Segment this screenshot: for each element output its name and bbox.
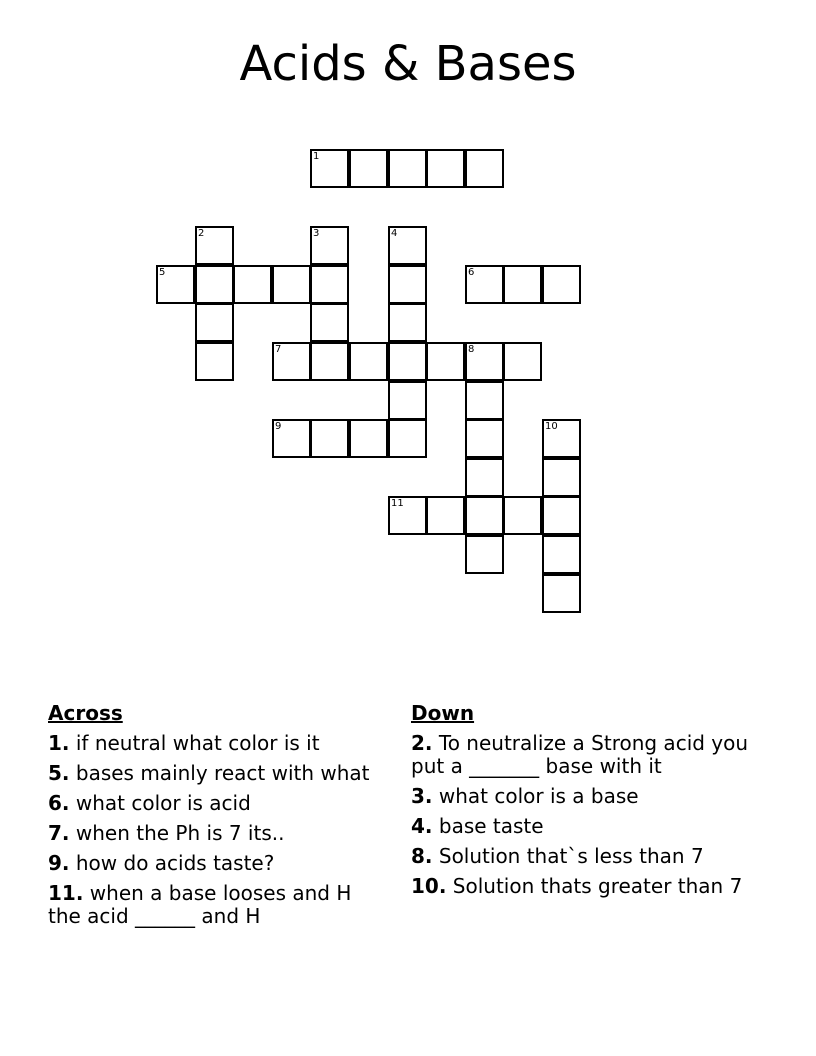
clue-number: 3. (411, 784, 433, 808)
grid-cell[interactable] (310, 419, 349, 458)
grid-cell[interactable] (272, 265, 311, 304)
grid-cell[interactable] (388, 226, 427, 265)
cell-number: 4 (391, 228, 398, 239)
grid-cell[interactable] (388, 149, 427, 188)
grid-cell[interactable] (426, 342, 465, 381)
grid-cell[interactable] (542, 458, 581, 497)
cell-number: 7 (275, 344, 282, 355)
clue-across-7 (48, 822, 378, 845)
clue-number: 10. (411, 874, 447, 898)
grid-cell[interactable] (503, 496, 542, 535)
cell-number: 5 (159, 267, 166, 278)
grid-cell[interactable] (465, 458, 504, 497)
clue-text: To neutralize a Strong acid you put a _______ base with it (411, 731, 749, 778)
grid-cell[interactable] (388, 342, 427, 381)
grid-cell[interactable] (388, 496, 427, 535)
clue-across-1 (48, 732, 378, 755)
clue-number: 5. (48, 761, 70, 785)
grid-cell[interactable] (465, 419, 504, 458)
clue-text: when a base looses and H the acid ______ and H (48, 881, 352, 928)
grid-cell[interactable] (388, 419, 427, 458)
grid-cell[interactable] (542, 535, 581, 574)
clue-text: what color is a base (438, 784, 639, 808)
down-clues (411, 702, 761, 905)
down-heading: Down (411, 701, 475, 725)
clue-text: what color is acid (75, 791, 251, 815)
grid-cell[interactable] (465, 265, 504, 304)
grid-cell[interactable] (310, 303, 349, 342)
clue-number: 4. (411, 814, 433, 838)
clue-text: how do acids taste? (75, 851, 275, 875)
grid-cell[interactable] (388, 265, 427, 304)
grid-cell[interactable] (272, 342, 311, 381)
clue-number: 2. (411, 731, 433, 755)
cell-number: 1 (313, 151, 320, 162)
clue-text: Solution thats greater than 7 (452, 874, 743, 898)
grid-cell[interactable] (503, 342, 542, 381)
grid-cell[interactable] (542, 419, 581, 458)
clue-text: if neutral what color is it (75, 731, 320, 755)
across-clues (48, 702, 378, 935)
clue-across-11 (48, 882, 378, 928)
grid-cell[interactable] (195, 226, 234, 265)
clue-down-10 (411, 875, 761, 898)
grid-cell[interactable] (542, 265, 581, 304)
grid-cell[interactable] (310, 149, 349, 188)
grid-cell[interactable] (426, 496, 465, 535)
clue-number: 8. (411, 844, 433, 868)
grid-cell[interactable] (388, 303, 427, 342)
grid-cell[interactable] (465, 149, 504, 188)
grid-cell[interactable] (465, 535, 504, 574)
clue-across-5 (48, 762, 378, 785)
grid-cell[interactable] (542, 574, 581, 613)
grid-cell[interactable] (349, 342, 388, 381)
cell-number: 9 (275, 421, 282, 432)
clue-number: 9. (48, 851, 70, 875)
clue-across-9 (48, 852, 378, 875)
grid-cell[interactable] (310, 265, 349, 304)
grid-cell[interactable] (156, 265, 195, 304)
clue-text: when the Ph is 7 its.. (75, 821, 285, 845)
clue-down-8 (411, 845, 761, 868)
clue-number: 6. (48, 791, 70, 815)
grid-cell[interactable] (310, 342, 349, 381)
clue-down-2 (411, 732, 761, 778)
grid-cell[interactable] (310, 226, 349, 265)
grid-cell[interactable] (272, 419, 311, 458)
grid-cell[interactable] (349, 419, 388, 458)
cell-number: 2 (198, 228, 205, 239)
grid-cell[interactable] (388, 381, 427, 420)
across-heading: Across (48, 701, 123, 725)
cell-number: 11 (391, 498, 404, 509)
grid-cell[interactable] (465, 342, 504, 381)
grid-cell[interactable] (465, 381, 504, 420)
grid-cell[interactable] (465, 496, 504, 535)
grid-cell[interactable] (195, 265, 234, 304)
cell-number: 6 (468, 267, 475, 278)
clue-number: 7. (48, 821, 70, 845)
cell-number: 10 (545, 421, 558, 432)
grid-cell[interactable] (195, 303, 234, 342)
clue-text: base taste (438, 814, 544, 838)
clue-text: Solution that`s less than 7 (438, 844, 704, 868)
grid-cell[interactable] (426, 149, 465, 188)
grid-cell[interactable] (349, 149, 388, 188)
clue-number: 1. (48, 731, 70, 755)
page-title: Acids & Bases (239, 36, 577, 92)
clue-number: 11. (48, 881, 84, 905)
grid-cell[interactable] (195, 342, 234, 381)
cell-number: 8 (468, 344, 475, 355)
clue-down-3 (411, 785, 761, 808)
clue-down-4 (411, 815, 761, 838)
cell-number: 3 (313, 228, 320, 239)
clue-text: bases mainly react with what (75, 761, 370, 785)
clue-across-6 (48, 792, 378, 815)
grid-cell[interactable] (503, 265, 542, 304)
grid-cell[interactable] (233, 265, 272, 304)
grid-cell[interactable] (542, 496, 581, 535)
